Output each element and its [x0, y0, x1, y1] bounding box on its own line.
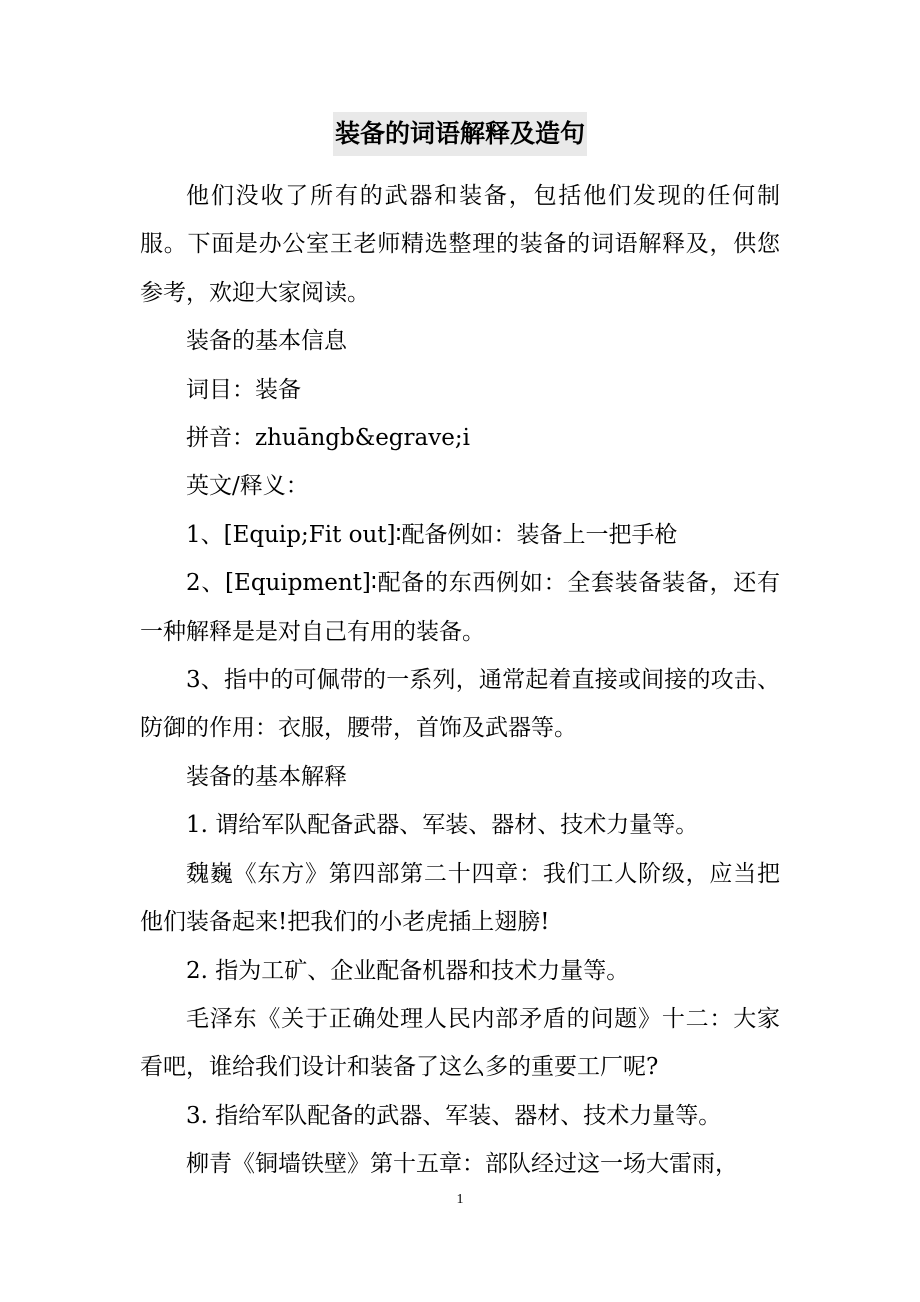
example-quote-2: 毛泽东《关于正确处理人民内部矛盾的问题》十二：大家看吧，谁给我们设计和装备了这么多的重要工厂呢? — [140, 1005, 780, 1081]
section-heading-basic-info: 装备的基本信息 — [186, 328, 347, 355]
explanation-3: 3. 指给军队配备的武器、军装、器材、技术力量等。 — [186, 1102, 722, 1129]
explanation-1: 1. 谓给军队配备武器、军装、器材、技术力量等。 — [186, 812, 699, 839]
example-quote-3: 柳青《铜墙铁壁》第十五章：部队经过这一场大雷雨， — [186, 1151, 738, 1178]
document-body — [140, 172, 780, 1189]
page-number: 1 — [456, 1192, 464, 1207]
definition-1: 1、[Equip;Fit out]∶配备例如：装备上一把手枪 — [186, 521, 678, 548]
entry-english-label: 英文/释义： — [186, 473, 309, 500]
definition-3: 3、指中的可佩带的一系列，通常起着直接或间接的攻击、防御的作用：衣服，腰带，首饰及武器等。 — [140, 667, 780, 742]
example-quote-1: 魏巍《东方》第四部第二十四章：我们工人阶级，应当把他们装备起来!把我们的小老虎插上翅膀! — [140, 860, 780, 936]
explanation-2: 2. 指为工矿、企业配备机器和技术力量等。 — [186, 957, 630, 984]
definition-2: 2、[Equipment]∶配备的东西例如：全套装备装备，还有一种解释是是对自己有用的装备。 — [140, 570, 780, 645]
intro-paragraph: 他们没收了所有的武器和装备，包括他们发现的任何制服。下面是办公室王老师精选整理的装备的词语解释及，供您参考，欢迎大家阅读。 — [140, 183, 780, 306]
document-title: 装备的词语解释及造句 — [333, 112, 587, 156]
title-container — [0, 112, 920, 156]
section-heading-basic-explanation: 装备的基本解释 — [186, 763, 347, 790]
entry-word: 词目：装备 — [186, 376, 301, 403]
entry-pinyin: 拼音：zhuāngb&egrave;i — [186, 425, 470, 452]
